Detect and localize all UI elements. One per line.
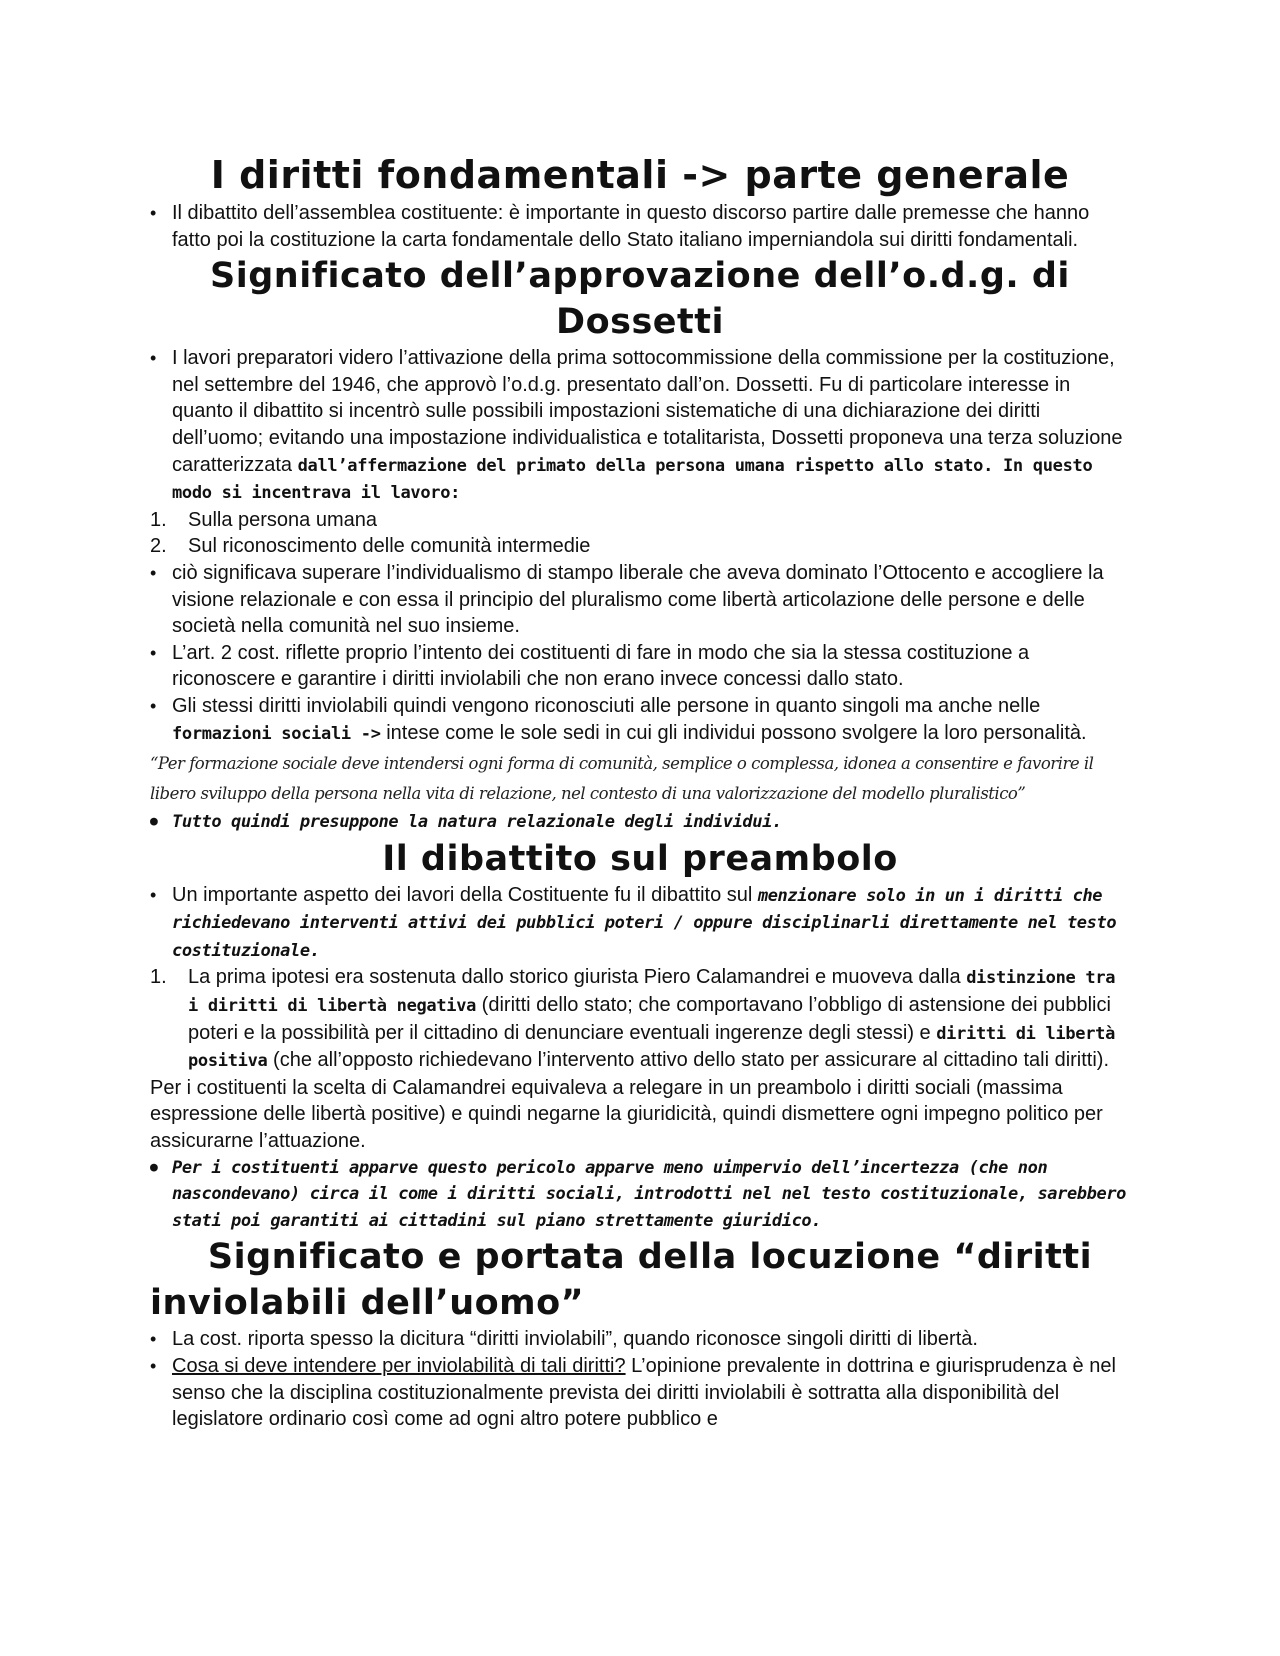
bullet-list xyxy=(150,345,1130,507)
body-text: I lavori preparatori videro l’attivazione della prima sottocommissione della commissione per la costituzione, nel settembre del 1946, che approvò l’o.d.g. presentato dall’on. Dossetti. Fu di particolare interesse in quanto il dibattito si incentrò sulle possibili impostazioni sistematiche di una dichiarazione dei diritti dell’uomo; evitando una impostazione individualistica e totalitarista, Dossetti proponeva una terza soluzione caratterizzata xyxy=(172,347,1123,476)
body-text: L’opinione prevalente in dottrina e giurisprudenza è nel senso che la disciplina costituzionalmente prevista dei diritti inviolabili è sottratta alla disponibilità del legislatore ordinario così come ad ogni altro potere pubblico e xyxy=(172,1355,1116,1431)
bullet-item: • La cost. riporta spesso la dicitura “diritti inviolabili”, quando riconosce singoli diritti di libertà. xyxy=(150,1326,1130,1353)
item-number: 1. xyxy=(150,966,167,989)
body-text: Gli stessi diritti inviolabili quindi vengono riconosciuti alle persone in quanto singoli ma anche nelle xyxy=(172,694,1041,717)
numbered-item xyxy=(150,964,1130,1074)
numbered-item xyxy=(150,533,1130,560)
numbered-list xyxy=(150,507,1130,560)
item-number: 1. xyxy=(150,508,167,531)
handwritten-bold-text: dall’affermazione del primato della persona umana rispetto allo stato. In questo modo si incentrava il lavoro: xyxy=(172,455,1093,504)
bullet-list xyxy=(150,882,1130,965)
handwritten-bold-text: menzionare solo in un i diritti che richiedevano interventi attivi dei pubblici poteri / oppure disciplinarli direttamente nel testo costituzionale. xyxy=(172,885,1117,961)
bullet-list xyxy=(150,1326,1130,1432)
underlined-question: Cosa si deve intendere per inviolabilità di tali diritti? xyxy=(172,1355,626,1377)
body-text: intese come le sole sedi in cui gli individui possono svolgere la loro personalità. xyxy=(380,721,1087,744)
dot-list xyxy=(150,809,1130,836)
body-text: La prima ipotesi era sostenuta dallo storico giurista Piero Calamandrei e muoveva dalla xyxy=(188,966,967,989)
bullet-item: • L’art. 2 cost. riflette proprio l’intento dei costituenti di fare in modo che sia la stessa costituzione a riconoscere e garantire i diritti inviolabili che non erano invece concessi dallo stato. xyxy=(150,640,1130,693)
numbered-item xyxy=(150,507,1130,534)
bullet-item xyxy=(150,345,1130,507)
title-line: inviolabili dell’uomo” xyxy=(150,1283,585,1324)
section-title-inviolabili xyxy=(150,1234,1130,1326)
numbered-list xyxy=(150,964,1130,1074)
body-text: Un importante aspetto dei lavori della Costituente fu il dibattito sul xyxy=(172,883,758,906)
bullet-item: • Il dibattito dell’assemblea costituente: è importante in questo discorso partire dalle premesse che hanno fatto poi la costituzione la carta fondamentale dello Stato italiano imperniandola sui diritti fondamentali. xyxy=(150,200,1130,253)
handwritten-bold-text: formazioni sociali -> xyxy=(172,723,381,744)
bullet-item xyxy=(150,693,1130,747)
body-text: (che all’opposto richiedevano l’intervento attivo dello stato per assicurare al cittadino tali diritti). xyxy=(267,1049,1110,1072)
bullet-list xyxy=(150,560,1130,747)
item-text: Sulla persona umana xyxy=(188,508,378,531)
handwritten-bold-text: diritti di libertà positiva xyxy=(188,1023,1116,1072)
item-number: 2. xyxy=(150,535,167,558)
dot-item: ● Tutto quindi presuppone la natura relazionale degli individui. xyxy=(150,809,1130,836)
bullet-item xyxy=(150,1353,1130,1433)
title-line: Significato e portata della locuzione “diritti xyxy=(207,1237,1093,1278)
bullet-item: • ciò significava superare l’individualismo di stampo liberale che aveva dominato l’Ottocento e accogliere la visione relazionale e con essa il principio del pluralismo come libertà articolazione delle persone e delle società nella comunità nel suo insieme. xyxy=(150,560,1130,640)
bullet-item xyxy=(150,882,1130,965)
section-title-diritti-fondamentali: I diritti fondamentali -> parte generale xyxy=(210,153,1070,197)
dot-list xyxy=(150,1155,1130,1235)
item-text: Sul riconoscimento delle comunità intermedie xyxy=(188,535,591,558)
section-title-dossetti: Significato dell’approvazione dell’o.d.g. di Dossetti xyxy=(210,256,1070,343)
handwritten-bold-text: distinzione tra i diritti di libertà negativa xyxy=(188,968,1116,1017)
dot-item: ● Per i costituenti apparve questo pericolo apparve meno uimpervio dell’incertezza (che non nascondevano) circa il come i diritti sociali, introdotti nel nel testo costituzionale, sarebbero stati poi garantiti ai cittadini sul piano strettamente giuridico. xyxy=(150,1155,1130,1235)
paragraph: Per i costituenti la scelta di Calamandrei equivaleva a relegare in un preambolo i diritti sociali (massima espressione delle libertà positive) e quindi negarne la giuridicità, quindi dismettere ogni impegno politico per assicurarne l’attuazione. xyxy=(150,1076,1103,1153)
body-text: (diritti dello stato; che comportavano l’obbligo di astensione dei pubblici poteri e la possibilità per il cittadino di denunciare eventuali ingerenze degli stessi) e xyxy=(188,994,1111,1044)
quote-block: “Per formazione sociale deve intendersi ogni forma di comunità, semplice o complessa, idonea a consentire e favorire il libero sviluppo della persona nella vita di relazione, nel contesto di una valorizzazione del modello pluralistico” xyxy=(150,754,1094,804)
bullet-list xyxy=(150,200,1130,253)
section-title-preambolo: Il dibattito sul preambolo xyxy=(382,838,898,879)
